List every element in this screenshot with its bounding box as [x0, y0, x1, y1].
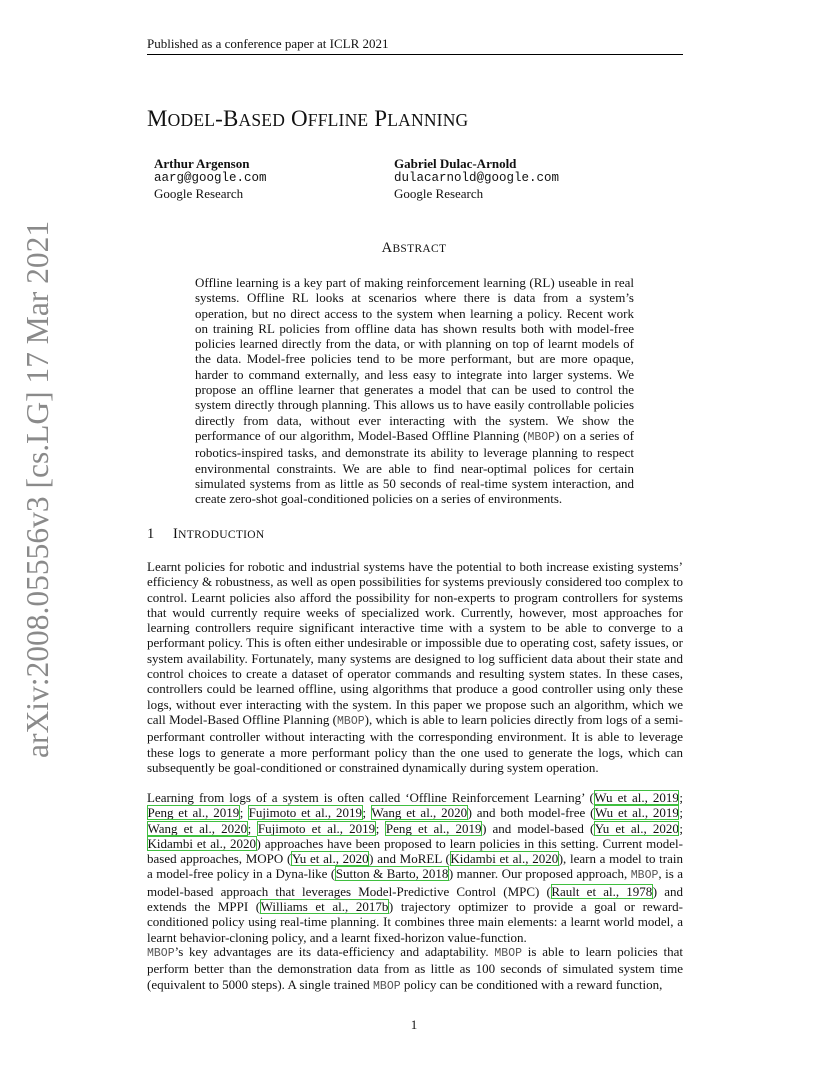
section-title-rest: NTRODUCTION [178, 529, 265, 541]
paragraph-text: ) manner. Our proposed approach, [448, 866, 631, 882]
mbop-code-term: MBOP [527, 430, 556, 444]
section-heading-introduction [147, 526, 265, 543]
citation-link[interactable]: Williams et al., 2017b [260, 899, 389, 915]
abstract-body [195, 275, 634, 506]
paragraph-text: ; [679, 820, 683, 836]
mbop-code-term: MBOP [630, 869, 659, 883]
citation-link[interactable]: Sutton & Barto, 2018 [335, 866, 449, 882]
paragraph-text: ; [239, 805, 249, 821]
citation-link[interactable]: Yu et al., 2020 [594, 820, 679, 836]
running-header: Published as a conference paper at ICLR 2021 [147, 36, 389, 51]
paragraph-text: ) approaches have been proposed to learn policies in this setting. Current model-based approaches, MOPO ( [147, 835, 683, 867]
paragraph-text: , is a model-based approach that leverages Model-Predictive Control (MPC) ( [147, 866, 683, 899]
title-initial: O [290, 106, 308, 131]
abstract-text: ) on a series of robotics-inspired tasks, and demonstrate its ability to leverage planning to respect environmental constraints. We are able to find near-optimal polices for certain simulated systems from as little as 50 seconds of real-time system interaction, and create zero-shot goal-conditioned policies on a series of environments. [195, 427, 634, 507]
paragraph-text: ; [362, 805, 371, 821]
citation-link[interactable]: Fujimoto et al., 2019 [248, 805, 362, 821]
paragraph-text: ; [375, 820, 386, 836]
author-block [154, 156, 267, 201]
paragraph-text: ; [679, 805, 684, 821]
paragraph-text: ), which is able to learn policies directly from logs of a semi-performant controller without interacting with the corresponding environment. It is able to leverage these logs to generate a more performant policy than the one used to generate the logs, which can subsequently be goal-conditioned or constrained dynamically during system operation. [147, 711, 683, 775]
arxiv-identifier-stamp[interactable]: arXiv:2008.05556v3 [cs.LG] 17 Mar 2021 [20, 220, 55, 758]
author-name: Gabriel Dulac-Arnold [394, 156, 517, 171]
paper-title [147, 106, 468, 132]
paragraph-text: ), learn a model to train a model-free policy in a Dyna-like ( [147, 851, 683, 882]
title-rest: ASED [238, 110, 286, 130]
title-rest: ODEL [167, 110, 216, 130]
citation-link[interactable]: Yu et al., 2020 [291, 851, 369, 867]
citation-link[interactable]: Rault et al., 1978 [551, 883, 653, 899]
mbop-code-term: MBOP [147, 947, 175, 960]
header-rule [147, 54, 683, 55]
page-number: 1 [410, 1017, 418, 1032]
title-rest: FFLINE [307, 110, 369, 130]
paragraph-text: ; [679, 790, 684, 805]
citation-link[interactable]: Peng et al., 2019 [147, 805, 240, 821]
title-initial: P [374, 106, 388, 131]
body-paragraph [147, 790, 683, 945]
paragraph-text: ) and extends the MPPI ( [147, 883, 684, 915]
abstract-heading [0, 240, 828, 257]
author-affiliation: Google Research [154, 186, 244, 201]
paragraph-text: ) and both model-free ( [467, 805, 595, 821]
paragraph-text: policy can be conditioned with a reward function, [400, 976, 663, 992]
author-affiliation: Google Research [394, 186, 484, 201]
paragraph-text: ; [247, 820, 258, 836]
abstract-text: Offline learning is a key part of making reinforcement learning (RL) useable in real systems. Offline RL looks at scenarios where there is data from a system’s operation, but no direct access to the system when learning a policy. Recent work on training RL policies from offline data has shown results both with model-free policies learned directly from the data, or with planning on top of learnt models of the data. Model-free policies tend to be more performant, but are more opaque, harder to command externally, and less easy to integrate into larger systems. We propose an offline learner that generates a model that can be used to control the system directly through planning. This allows us to have easily controllable policies directly from data, without ever interacting with the system. We show the performance of our algorithm, Model-Based Offline Planning ( [195, 275, 634, 443]
author-name: Arthur Argenson [154, 156, 250, 171]
abstract-heading-initial: A [381, 240, 393, 256]
title-initial: M [147, 106, 168, 131]
paragraph-text: Learnt policies for robotic and industrial systems have the potential to both increase existing systems’ efficiency & robustness, as well as open possibilities for systems previously considered too complex to control. Learnt policies also afford the possibility for non-experts to program controllers for systems that would currently require weeks of specialized work. Currently, however, most approaches for learning controllers require significant interactive time with a system to be able to converge to a performant policy. This is often either undesirable or impossible due to operating cost, safety issues, or system availability. Fortunately, many systems are designed to log sufficient data about their state and control choices to create a dataset of operator commands and resulting system states. In these cases, controllers could be learned offline, using algorithms that produce a good controller using only these logs, without ever interacting with the system. In this paper we propose such an algorithm, which we call Model-Based Offline Planning ( [147, 559, 683, 727]
paragraph-text: is able to learn policies that perform better than the demonstration data from as little as 100 seconds of simulated system time (equivalent to 5000 steps). A single trained [147, 944, 683, 992]
paragraph-text: ’s key advantages are its data-efficiency and adaptability. [174, 944, 495, 959]
citation-link[interactable]: Wang et al., 2020 [371, 805, 468, 821]
title-hyphen: - [215, 106, 223, 131]
author-block [394, 156, 559, 201]
citation-link[interactable]: Kidambi et al., 2020 [450, 851, 559, 867]
title-initial: B [222, 106, 239, 131]
mbop-code-term: MBOP [337, 714, 365, 728]
author-email[interactable]: aarg@google.com [154, 171, 267, 185]
section-title-initial: I [173, 526, 179, 542]
mbop-code-term: MBOP [494, 947, 523, 960]
citation-link[interactable]: Peng et al., 2019 [385, 820, 482, 836]
paragraph-text: ) and MoREL ( [369, 851, 450, 867]
citation-link[interactable]: Kidambi et al., 2020 [147, 835, 257, 851]
body-paragraph [147, 944, 683, 994]
citation-link[interactable]: Wu et al., 2019 [594, 805, 679, 821]
body-paragraph [147, 559, 683, 775]
section-number: 1 [147, 526, 155, 542]
abstract-heading-rest: BSTRACT [392, 243, 447, 255]
paragraph-text: Learning from logs of a system is often called ‘Offline Reinforcement Learning’ ( [147, 790, 594, 805]
paragraph-text: ) and model-based ( [482, 820, 595, 836]
citation-link[interactable]: Fujimoto et al., 2019 [257, 820, 376, 836]
mbop-code-term: MBOP [373, 979, 401, 993]
title-rest: LANNING [387, 110, 469, 130]
paragraph-text: ) trajectory optimizer to provide a goal or reward-conditioned policy using real-time planning. It combines three main elements: a learnt world model, a learnt behavior-cloning policy, and a learnt fixed-horizon value-function. [147, 899, 683, 945]
author-email[interactable]: dulacarnold@google.com [394, 171, 560, 185]
citation-link[interactable]: Wu et al., 2019 [594, 790, 679, 805]
citation-link[interactable]: Wang et al., 2020 [147, 820, 248, 836]
